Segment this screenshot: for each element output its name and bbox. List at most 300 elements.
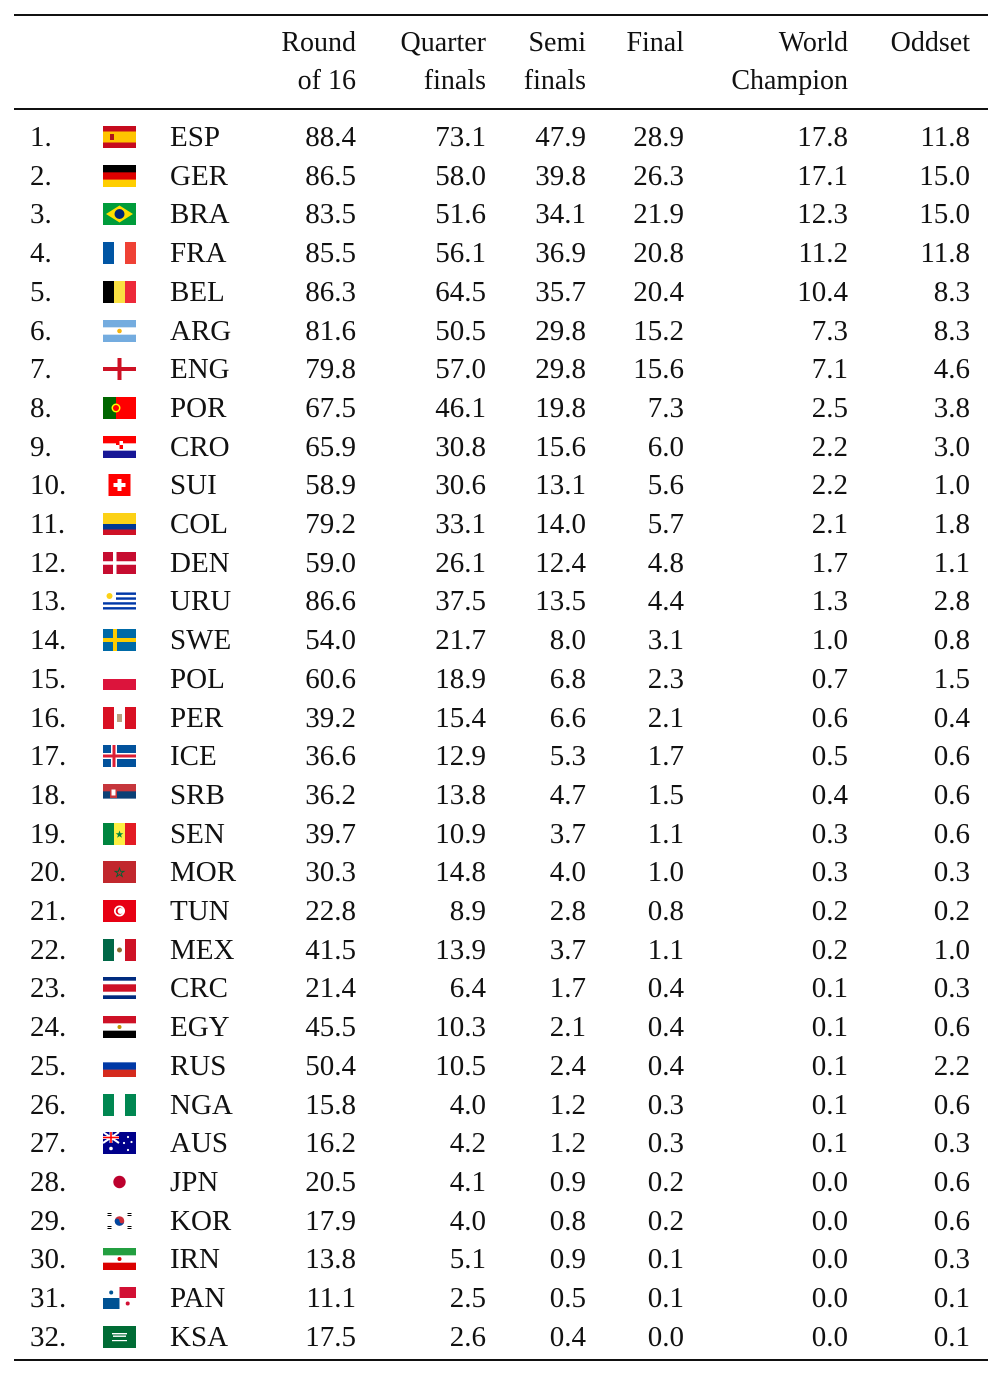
table-row	[14, 1279, 988, 1318]
semi-finals-cell: 2.1	[549, 1011, 586, 1044]
world-champion-cell: 0.0	[811, 1282, 848, 1314]
world-champion-cell: 2.5	[811, 391, 848, 424]
semi-finals-cell: 4.0	[549, 856, 586, 889]
rank-cell: 11.	[30, 508, 66, 540]
table-row	[14, 931, 988, 970]
bottom-rule	[14, 1359, 988, 1361]
quarter-finals-cell: 18.9	[435, 662, 486, 695]
final-cell: 0.1	[647, 1282, 684, 1314]
header-quarter-finals: Quarter finals	[400, 27, 486, 96]
team-code-cell: ARG	[170, 314, 232, 347]
oddset-cell: 0.8	[933, 624, 970, 657]
flag-russia-icon	[103, 1055, 136, 1077]
rank-cell: 7.	[30, 353, 52, 386]
world-champion-cell: 0.1	[811, 972, 848, 1005]
oddset-cell: 0.6	[933, 1088, 970, 1121]
round-of-16-cell: 50.4	[305, 1049, 356, 1082]
world-champion-cell: 0.1	[811, 1011, 848, 1044]
round-of-16-cell: 17.5	[305, 1320, 356, 1353]
flag-serbia-icon	[103, 784, 136, 806]
semi-finals-cell: 6.6	[549, 701, 586, 734]
flag-iran-icon	[103, 1248, 136, 1270]
oddset-cell: 0.3	[933, 1127, 970, 1160]
round-of-16-cell: 30.3	[305, 856, 356, 889]
round-of-16-cell: 59.0	[305, 546, 356, 579]
quarter-finals-cell: 2.5	[449, 1282, 486, 1314]
rank-cell: 17.	[30, 740, 67, 773]
quarter-finals-cell: 64.5	[435, 275, 486, 308]
table-row	[14, 621, 988, 660]
final-cell: 5.7	[647, 508, 684, 540]
quarter-finals-cell: 58.0	[435, 159, 486, 192]
world-champion-cell: 0.5	[811, 740, 848, 773]
world-champion-cell: 0.6	[811, 701, 848, 734]
rank-cell: 25.	[30, 1049, 67, 1082]
table-row	[14, 815, 988, 854]
world-champion-cell: 0.1	[811, 1088, 848, 1121]
world-champion-cell: 0.3	[811, 856, 848, 889]
flag-spain-icon	[103, 126, 136, 148]
team-code-cell: AUS	[170, 1127, 229, 1160]
final-cell: 28.9	[633, 121, 684, 153]
rank-cell: 3.	[30, 198, 52, 231]
oddset-cell: 1.8	[933, 508, 970, 540]
table-row	[14, 505, 988, 544]
semi-finals-cell: 13.5	[535, 585, 586, 618]
team-code-cell: TUN	[170, 895, 230, 927]
quarter-finals-cell: 4.0	[449, 1204, 486, 1237]
rank-cell: 2.	[30, 159, 52, 192]
rank-cell: 10.	[30, 469, 67, 502]
oddset-cell: 0.3	[933, 856, 970, 889]
table-row	[14, 892, 988, 931]
rank-cell: 30.	[30, 1243, 67, 1276]
final-cell: 4.8	[647, 546, 684, 579]
table-row	[14, 1202, 988, 1241]
final-cell: 1.7	[647, 740, 684, 773]
semi-finals-cell: 13.1	[535, 469, 586, 502]
final-cell: 2.1	[647, 701, 684, 734]
rank-cell: 19.	[30, 817, 67, 850]
oddset-cell: 11.8	[920, 121, 970, 153]
rank-cell: 14.	[30, 624, 67, 657]
final-cell: 26.3	[633, 159, 684, 192]
team-code-cell: ENG	[170, 353, 230, 386]
final-cell: 3.1	[647, 624, 684, 657]
oddset-cell: 0.3	[933, 972, 970, 1005]
team-code-cell: ICE	[170, 740, 217, 773]
oddset-cell: 3.8	[933, 391, 970, 424]
round-of-16-cell: 79.8	[305, 353, 356, 386]
final-cell: 4.4	[647, 585, 684, 618]
flag-peru-icon	[103, 707, 136, 729]
quarter-finals-cell: 30.6	[435, 469, 486, 502]
rank-cell: 18.	[30, 778, 67, 811]
flag-costa-rica-icon	[103, 977, 136, 999]
team-code-cell: BRA	[170, 198, 230, 231]
oddset-cell: 1.0	[933, 933, 970, 966]
flag-sweden-icon	[103, 629, 136, 651]
flag-tunisia-icon	[103, 900, 136, 922]
final-cell: 1.5	[647, 778, 684, 811]
team-code-cell: KOR	[170, 1204, 232, 1237]
final-cell: 1.0	[647, 856, 684, 889]
team-code-cell: RUS	[170, 1049, 227, 1082]
semi-finals-cell: 29.8	[535, 314, 586, 347]
rank-cell: 13.	[30, 585, 67, 618]
team-code-cell: BEL	[170, 275, 225, 308]
oddset-cell: 2.2	[933, 1049, 970, 1082]
flag-nigeria-icon	[103, 1094, 136, 1116]
quarter-finals-cell: 13.8	[435, 778, 486, 811]
round-of-16-cell: 39.7	[305, 817, 356, 850]
semi-finals-cell: 29.8	[535, 353, 586, 386]
table-row	[14, 969, 988, 1008]
final-cell: 2.3	[647, 662, 684, 695]
semi-finals-cell: 47.9	[535, 121, 586, 153]
rank-cell: 21.	[30, 895, 67, 927]
world-champion-cell: 0.2	[811, 895, 848, 927]
oddset-cell: 0.4	[933, 701, 970, 734]
world-champion-cell: 0.0	[811, 1204, 848, 1237]
rank-cell: 8.	[30, 391, 52, 424]
team-code-cell: PAN	[170, 1282, 226, 1314]
quarter-finals-cell: 2.6	[449, 1320, 486, 1353]
table-row	[14, 544, 988, 583]
semi-finals-cell: 8.0	[549, 624, 586, 657]
world-champion-cell: 0.1	[811, 1127, 848, 1160]
team-code-cell: POL	[170, 662, 225, 695]
table-row	[14, 1124, 988, 1163]
semi-finals-cell: 15.6	[535, 430, 586, 463]
world-champion-cell: 17.1	[797, 159, 848, 192]
quarter-finals-cell: 10.5	[435, 1049, 486, 1082]
flag-panama-icon	[103, 1287, 136, 1309]
final-cell: 1.1	[647, 817, 684, 850]
rank-cell: 4.	[30, 237, 52, 270]
oddset-cell: 15.0	[919, 159, 970, 192]
final-cell: 0.2	[647, 1165, 684, 1198]
semi-finals-cell: 3.7	[549, 817, 586, 850]
flag-belgium-icon	[103, 281, 136, 303]
final-cell: 7.3	[647, 391, 684, 424]
rank-cell: 32.	[30, 1320, 67, 1353]
quarter-finals-cell: 14.8	[435, 856, 486, 889]
team-code-cell: IRN	[170, 1243, 220, 1276]
flag-brazil-icon	[103, 203, 136, 225]
round-of-16-cell: 86.6	[305, 585, 356, 618]
team-code-cell: EGY	[170, 1011, 230, 1044]
final-cell: 0.4	[647, 972, 684, 1005]
round-of-16-cell: 41.5	[305, 933, 356, 966]
flag-iceland-icon	[103, 745, 136, 767]
flag-australia-icon	[103, 1132, 136, 1154]
rank-cell: 24.	[30, 1011, 67, 1044]
table-row	[14, 1008, 988, 1047]
table-row	[14, 776, 988, 815]
round-of-16-cell: 81.6	[305, 314, 356, 347]
semi-finals-cell: 1.7	[549, 972, 586, 1005]
round-of-16-cell: 11.1	[306, 1282, 356, 1314]
quarter-finals-cell: 57.0	[435, 353, 486, 386]
final-cell: 0.3	[647, 1088, 684, 1121]
quarter-finals-cell: 21.7	[435, 624, 486, 657]
quarter-finals-cell: 46.1	[435, 391, 486, 424]
team-code-cell: CRO	[170, 430, 230, 463]
oddset-cell: 8.3	[933, 275, 970, 308]
round-of-16-cell: 67.5	[305, 391, 356, 424]
semi-finals-cell: 34.1	[535, 198, 586, 231]
oddset-cell: 4.6	[933, 353, 970, 386]
team-code-cell: NGA	[170, 1088, 233, 1121]
oddset-cell: 1.5	[933, 662, 970, 695]
world-champion-cell: 0.0	[811, 1243, 848, 1276]
team-code-cell: SRB	[170, 778, 225, 811]
quarter-finals-cell: 51.6	[435, 198, 486, 231]
round-of-16-cell: 85.5	[305, 237, 356, 270]
rank-cell: 5.	[30, 275, 52, 308]
semi-finals-cell: 3.7	[549, 933, 586, 966]
flag-germany-icon	[103, 165, 136, 187]
oddset-cell: 1.1	[933, 546, 970, 579]
final-cell: 1.1	[647, 933, 684, 966]
flag-japan-icon	[103, 1171, 136, 1193]
team-code-cell: MEX	[170, 933, 235, 966]
flag-poland-icon	[103, 668, 136, 690]
flag-france-icon	[103, 242, 136, 264]
oddset-cell: 11.8	[920, 237, 970, 270]
flag-mexico-icon	[103, 939, 136, 961]
table-row	[14, 737, 988, 776]
rank-cell: 27.	[30, 1127, 67, 1160]
final-cell: 5.6	[647, 469, 684, 502]
quarter-finals-cell: 33.1	[435, 508, 486, 540]
round-of-16-cell: 58.9	[305, 469, 356, 502]
flag-croatia-icon	[103, 436, 136, 458]
world-champion-cell: 7.1	[811, 353, 848, 386]
round-of-16-cell: 45.5	[305, 1011, 356, 1044]
oddset-cell: 0.6	[933, 1165, 970, 1198]
header-rule	[14, 108, 988, 110]
quarter-finals-cell: 13.9	[435, 933, 486, 966]
team-code-cell: KSA	[170, 1320, 229, 1353]
team-code-cell: SWE	[170, 624, 232, 657]
final-cell: 0.2	[647, 1204, 684, 1237]
table-row	[14, 466, 988, 505]
rank-cell: 15.	[30, 662, 67, 695]
flag-korea-icon	[103, 1210, 136, 1232]
final-cell: 0.4	[647, 1011, 684, 1044]
flag-switzerland-icon	[103, 474, 136, 496]
table-row	[14, 118, 988, 157]
oddset-cell: 0.6	[933, 1204, 970, 1237]
table-row	[14, 660, 988, 699]
rank-cell: 1.	[30, 121, 52, 153]
round-of-16-cell: 65.9	[305, 430, 356, 463]
team-code-cell: SUI	[170, 469, 217, 502]
table-row	[14, 1086, 988, 1125]
quarter-finals-cell: 26.1	[435, 546, 486, 579]
team-code-cell: URU	[170, 585, 232, 618]
table-row	[14, 1163, 988, 1202]
oddset-cell: 0.6	[933, 740, 970, 773]
round-of-16-cell: 83.5	[305, 198, 356, 231]
rank-cell: 9.	[30, 430, 52, 463]
team-code-cell: CRC	[170, 972, 229, 1005]
world-champion-cell: 2.1	[811, 508, 848, 540]
flag-senegal-icon	[103, 823, 136, 845]
table-row	[14, 699, 988, 738]
round-of-16-cell: 15.8	[305, 1088, 356, 1121]
flag-morocco-icon	[103, 861, 136, 883]
final-cell: 0.8	[647, 895, 684, 927]
final-cell: 0.4	[647, 1049, 684, 1082]
oddset-cell: 0.2	[933, 895, 970, 927]
round-of-16-cell: 88.4	[305, 121, 356, 153]
quarter-finals-cell: 6.4	[449, 972, 486, 1005]
table-header	[14, 24, 988, 104]
world-champion-cell: 0.3	[811, 817, 848, 850]
final-cell: 6.0	[647, 430, 684, 463]
flag-denmark-icon	[103, 552, 136, 574]
world-champion-cell: 12.3	[797, 198, 848, 231]
world-champion-cell: 1.0	[811, 624, 848, 657]
semi-finals-cell: 4.7	[549, 778, 586, 811]
final-cell: 15.2	[633, 314, 684, 347]
world-champion-cell: 0.2	[811, 933, 848, 966]
semi-finals-cell: 0.4	[549, 1320, 586, 1353]
final-cell: 20.4	[633, 275, 684, 308]
final-cell: 0.1	[647, 1243, 684, 1276]
semi-finals-cell: 2.4	[549, 1049, 586, 1082]
round-of-16-cell: 22.8	[305, 895, 356, 927]
rank-cell: 22.	[30, 933, 67, 966]
semi-finals-cell: 19.8	[535, 391, 586, 424]
semi-finals-cell: 14.0	[535, 508, 586, 540]
table-row	[14, 389, 988, 428]
rank-cell: 29.	[30, 1204, 67, 1237]
oddset-cell: 8.3	[933, 314, 970, 347]
flag-portugal-icon	[103, 397, 136, 419]
semi-finals-cell: 1.2	[549, 1127, 586, 1160]
round-of-16-cell: 60.6	[305, 662, 356, 695]
final-cell: 15.6	[633, 353, 684, 386]
world-champion-cell: 17.8	[797, 121, 848, 153]
team-code-cell: GER	[170, 159, 228, 192]
table-row	[14, 853, 988, 892]
rank-cell: 6.	[30, 314, 52, 347]
oddset-cell: 0.1	[933, 1320, 970, 1353]
round-of-16-cell: 16.2	[305, 1127, 356, 1160]
oddset-cell: 0.3	[933, 1243, 970, 1276]
flag-egypt-icon	[103, 1016, 136, 1038]
round-of-16-cell: 39.2	[305, 701, 356, 734]
oddset-cell: 0.6	[933, 817, 970, 850]
world-champion-cell: 0.1	[811, 1049, 848, 1082]
world-champion-cell: 10.4	[797, 275, 848, 308]
quarter-finals-cell: 30.8	[435, 430, 486, 463]
round-of-16-cell: 54.0	[305, 624, 356, 657]
semi-finals-cell: 6.8	[549, 662, 586, 695]
oddset-cell: 0.1	[933, 1282, 970, 1314]
table-row	[14, 582, 988, 621]
world-champion-cell: 0.4	[811, 778, 848, 811]
round-of-16-cell: 36.2	[305, 778, 356, 811]
team-code-cell: PER	[170, 701, 224, 734]
flag-england-icon	[103, 358, 136, 380]
world-champion-cell: 7.3	[811, 314, 848, 347]
oddset-cell: 15.0	[919, 198, 970, 231]
semi-finals-cell: 0.9	[549, 1165, 586, 1198]
header-semi-finals: Semi finals	[523, 27, 586, 96]
team-code-cell: POR	[170, 391, 227, 424]
quarter-finals-cell: 4.2	[449, 1127, 486, 1160]
semi-finals-cell: 2.8	[549, 895, 586, 927]
top-rule	[14, 14, 988, 16]
quarter-finals-cell: 8.9	[449, 895, 486, 927]
quarter-finals-cell: 4.1	[449, 1165, 486, 1198]
quarter-finals-cell: 56.1	[435, 237, 486, 270]
semi-finals-cell: 36.9	[535, 237, 586, 270]
table-row	[14, 428, 988, 467]
table-row	[14, 312, 988, 351]
header-final: Final	[626, 27, 684, 58]
semi-finals-cell: 0.8	[549, 1204, 586, 1237]
semi-finals-cell: 35.7	[535, 275, 586, 308]
semi-finals-cell: 39.8	[535, 159, 586, 192]
world-champion-cell: 0.0	[811, 1320, 848, 1353]
table-row	[14, 1318, 988, 1357]
team-code-cell: ESP	[170, 121, 220, 153]
oddset-cell: 0.6	[933, 1011, 970, 1044]
world-champion-cell: 0.7	[811, 662, 848, 695]
table-row	[14, 1240, 988, 1279]
oddset-cell: 3.0	[933, 430, 970, 463]
rank-cell: 28.	[30, 1165, 67, 1198]
rank-cell: 23.	[30, 972, 67, 1005]
team-code-cell: MOR	[170, 856, 237, 889]
world-champion-cell: 0.0	[811, 1165, 848, 1198]
quarter-finals-cell: 73.1	[435, 121, 486, 153]
table-row	[14, 157, 988, 196]
quarter-finals-cell: 15.4	[435, 701, 486, 734]
semi-finals-cell: 0.5	[549, 1282, 586, 1314]
quarter-finals-cell: 4.0	[449, 1088, 486, 1121]
round-of-16-cell: 86.5	[305, 159, 356, 192]
rank-cell: 20.	[30, 856, 67, 889]
flag-uruguay-icon	[103, 590, 136, 612]
flag-argentina-icon	[103, 320, 136, 342]
header-round-of-16: Round of 16	[281, 27, 356, 96]
table-row	[14, 273, 988, 312]
round-of-16-cell: 21.4	[305, 972, 356, 1005]
quarter-finals-cell: 10.9	[435, 817, 486, 850]
rank-cell: 12.	[30, 546, 67, 579]
world-champion-cell: 2.2	[811, 430, 848, 463]
oddset-cell: 2.8	[933, 585, 970, 618]
table-row	[14, 195, 988, 234]
rank-cell: 16.	[30, 701, 67, 734]
quarter-finals-cell: 37.5	[435, 585, 486, 618]
round-of-16-cell: 20.5	[305, 1165, 356, 1198]
table-row	[14, 1047, 988, 1086]
header-oddset: Oddset	[890, 27, 970, 58]
flag-colombia-icon	[103, 513, 136, 535]
final-cell: 0.0	[647, 1320, 684, 1353]
team-code-cell: JPN	[170, 1165, 219, 1198]
probability-table	[14, 0, 988, 1379]
header-world-champion: World Champion	[731, 27, 848, 96]
